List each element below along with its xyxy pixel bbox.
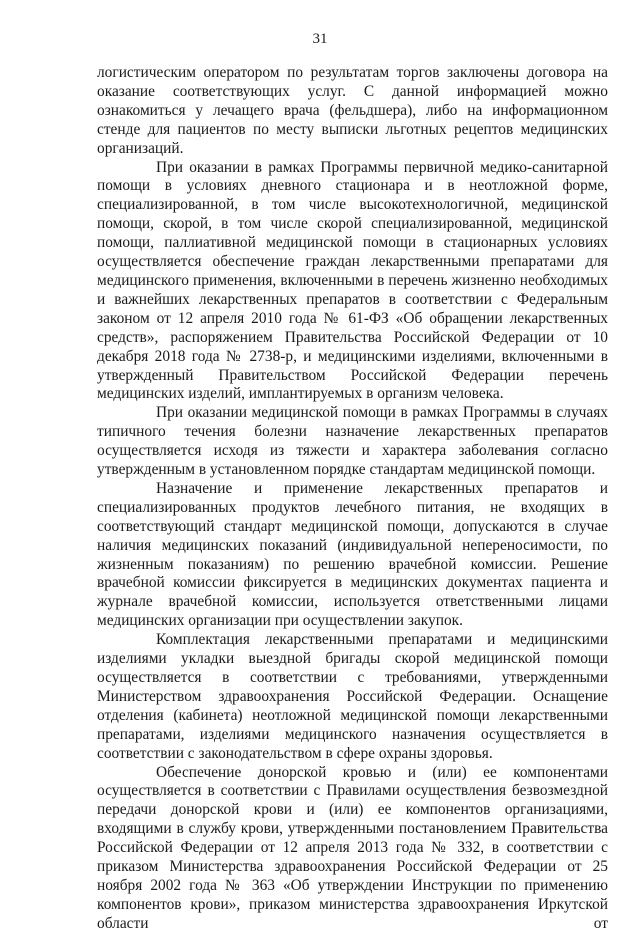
page-number: 31 xyxy=(312,31,328,47)
paragraph-donor-blood: Обеспечение донорской кровью и (или) ее компонентами осуществляется в соответствии с Правилами осуществления безвозмездной передачи донорской крови и (или) ее компонентов организациями, входящими в службу крови, утвержденными постановлением Правительства Российской Федерации от 12 апреля 2013 года № 332, в соответствии с приказом Министерства здравоохранения Российской Федерации от 25 ноября 2002 года № 363 «Об утверждении Инструкции по применению компонентов крови», приказом министерства здравоохранения Иркутской области от xyxy=(97,763,608,932)
paragraph-continuation: логистическим оператором по результатам торгов заключены договора на оказание соответствующих услуг. С данной информацией можно ознакомиться у лечащего врача (фельдшера), либо на информационном стенде для пациентов по месту выписки льготных рецептов медицинских организаций. xyxy=(97,64,608,157)
paragraph-typical-course: При оказании медицинской помощи в рамках Программы в случаях типичного течения болезни назначение лекарственных препаратов осуществляется исходя из тяжести и характера заболевания согласно утвержденным в установленном порядке стандартам медицинской помощи. xyxy=(97,404,608,479)
document-body xyxy=(97,64,608,934)
paragraph-ambulance-kit: Комплектация лекарственными препаратами и медицинскими изделиями укладки выездной бригады скорой медицинской помощи осуществляется в соответствии с требованиями, утвержденными Министерством здравоохранения Российской Федерации. Оснащение отделения (кабинета) неотложной медицинской помощи лекарственными препаратами, изделиями медицинского назначения осуществляется в соответствии с законодательством в сфере охраны здоровья. xyxy=(97,631,608,762)
paragraph-prescription-commission: Назначение и применение лекарственных препаратов и специализированных продуктов лечебного питания, не входящих в соответствующий стандарт медицинской помощи, допускаются в случае наличия медицинских показаний (индивидуальной непереносимости, по жизненным показаниям) по решению врачебной комиссии. Решение врачебной комиссии фиксируется в медицинских документах пациента и журнале врачебной комиссии, используется ответственными лицами медицинских организации при осуществлении закупок. xyxy=(97,479,608,630)
paragraph-medication-provision: При оказании в рамках Программы первичной медико-санитарной помощи в условиях дневного стационара и в неотложной форме, специализированной, в том числе высокотехнологичной, медицинской помощи, скорой, в том числе скорой специализированной, медицинской помощи, паллиативной медицинской помощи в стационарных условиях осуществляется обеспечение граждан лекарственными препаратами для медицинского применения, включенными в перечень жизненно необходимых и важнейших лекарственных препаратов в соответствии с Федеральным законом от 12 апреля 2010 года № 61-ФЗ «Об обращении лекарственных средств», распоряжением Правительства Российской Федерации от 10 декабря 2018 года № 2738-р, и медицинскими изделиями, включенными в утвержденный Правительством Российской Федерации перечень медицинских изделий, имплантируемых в организм человека. xyxy=(97,158,608,403)
